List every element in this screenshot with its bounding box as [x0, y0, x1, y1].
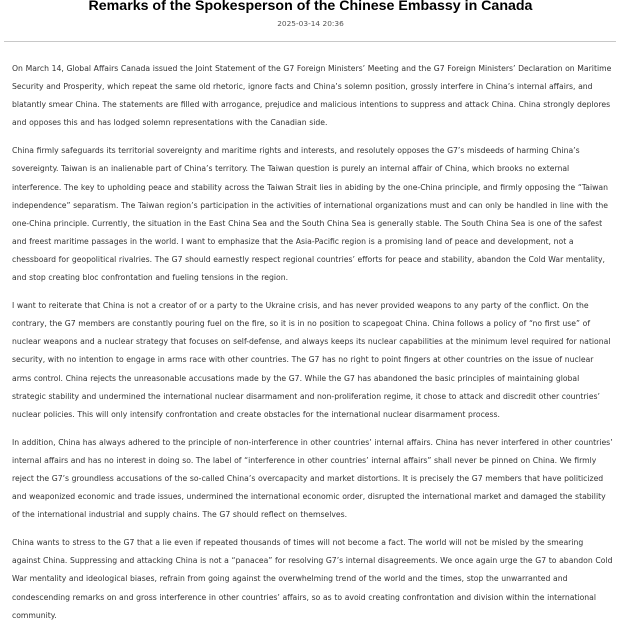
- paragraph-1: On March 14, Global Affairs Canada issued the Joint Statement of the G7 Foreign Ministers’ Meeting and the G7 Foreign Ministers’ Declaration on Maritime Security and Prosperity, which repeat the same old rhetoric, ignore facts and China’s solemn position, grossly interfere in China’s internal affairs, and blatantly smear China. The statements are filled with arrogance, prejudice and malicious intentions to suppress and attack China. China strongly deplores and opposes this and has lodged solemn representations with the Canadian side.: [12, 64, 612, 128]
- article-body: [12, 60, 613, 635]
- paragraph-4: In addition, China has always adhered to the principle of non-interference in other countries’ internal affairs. China has never interfered in other countries’ internal affairs and has no interest in doing so. The label of “interference in other countries’ internal affairs” shall never be pinned on China. We firmly reject the G7’s groundless accusations of the so-called China’s overcapacity and market distortions. It is precisely the G7 members that have politicized and weaponized economic and trade issues, undermined the international economic order, disrupted the international market and damaged the stability of the international industrial and supply chains. The G7 should reflect on themselves.: [12, 437, 613, 520]
- page-title: Remarks of the Spokesperson of the Chinese Embassy in Canada: [88, 0, 533, 14]
- header-divider: [4, 41, 616, 42]
- paragraph-2: China firmly safeguards its territorial sovereignty and maritime rights and interests, and resolutely opposes the G7’s misdeeds of harming China’s sovereignty. Taiwan is an inalienable part of China’s territory. The Taiwan question is purely an internal affair of China, which brooks no external interference. The key to upholding peace and stability across the Taiwan Strait lies in abiding by the one-China principle, and firmly opposing the “Taiwan independence” separatism. The Taiwan region’s participation in the activities of international organizations must and can only be handled in line with the one-China principle. Currently, the situation in the East China Sea and the South China Sea is generally stable. The South China Sea is one of the safest and freest maritime passages in the world. I want to emphasize that the Asia-Pacific region is a promising land of peace and development, not a chessboard for geopolitical rivalries. The G7 should earnestly respect regional countries’ efforts for peace and stability, abandon the Cold War mentality, and stop creating bloc confrontation and fueling tensions in the region.: [12, 146, 608, 283]
- publish-date: 2025-03-14 20:36: [277, 19, 344, 28]
- paragraph-5: China wants to stress to the G7 that a lie even if repeated thousands of times will not become a fact. The world will not be misled by the smearing against China. Suppressing and attacking China is not a “panacea” for resolving G7’s internal disagreements. We once again urge the G7 to abandon Cold War mentality and ideological biases, refrain from going against the overwhelming trend of the world and the times, stop the unwarranted and condescending remarks on and gross interference in other countries’ affairs, so as to avoid creating confrontation and division within the international community.: [12, 538, 613, 620]
- paragraph-3: I want to reiterate that China is not a creator of or a party to the Ukraine crisis, and has never provided weapons to any party of the conflict. On the contrary, the G7 members are constantly pouring fuel on the fire, so it is in no position to scapegoat China. China follows a policy of “no first use” of nuclear weapons and a nuclear strategy that focuses on self-defense, and always keeps its nuclear capabilities at the minimum level required for national security, with no intention to engage in arms race with other countries. The G7 has no right to point fingers at other countries on the issue of nuclear arms control. China rejects the unreasonable accusations made by the G7. While the G7 has abandoned the basic principles of maintaining global strategic stability and undermined the international nuclear disarmament and non-proliferation regime, it chose to attack and discredit other countries’ nuclear policies. This will only intensify confrontation and create obstacles for the international nuclear disarmament process.: [12, 301, 611, 419]
